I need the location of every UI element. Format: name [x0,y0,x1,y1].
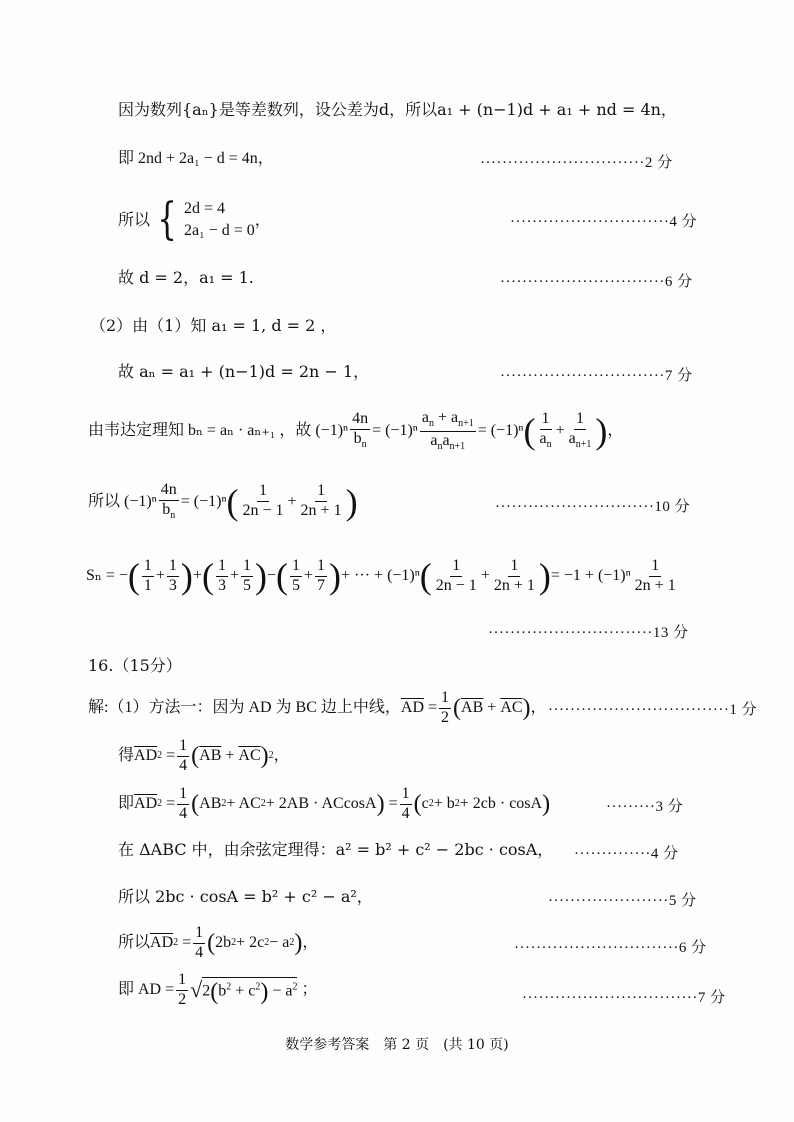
line-2: 即 2nd + 2a₁ − d = 4n， [118,150,274,167]
score-6b: ······························6 分 [514,940,707,956]
score-3: ·········3 分 [606,799,684,815]
line-15: 所以 2bc · cosA = b² + c² − a²， [118,887,373,906]
line-16: 所以 $\overline{AD}$ 2 = $\frac{1}{4}$ ( 2b 2 + 2c 2 − a 2 ) ， [118,924,319,961]
score-7: ······························7 分 [500,368,693,384]
sn-result: = −1 + (−1)ⁿ [550,567,631,585]
score-10: ·····························10 分 [495,499,691,515]
line-5: （2）由（1）知 a₁ = 1, d = 2 ， [90,316,337,335]
equation-system [184,201,255,239]
fraction-an-sum: $\frac{a_n + a_{n+1}}{a_na_{n+1}}$ [421,409,474,452]
score-4b: ··············4 分 [574,846,679,862]
line-11: 解:（1）方法一：因为 AD 为 BC 边上中线， $\overline{AD}$ = $\frac{1}{2}$ ( $\overline{AB}$ + $\overline{AC}$ ) ， [88,689,547,726]
question-16-title: 16.（15分） [88,656,182,675]
line-3-label: 所以 [118,210,151,229]
line-12-text: 得 [118,747,135,765]
equation-1: 2d = 4 [184,200,226,217]
brace: { [157,194,177,245]
equation-2: 2a₁ − d = 0 [184,222,255,239]
score-6: ······························6 分 [500,274,693,290]
score-13: ······························13 分 [488,625,689,641]
score-5: ······················5 分 [548,893,697,909]
line-16-text: 所以 [118,934,151,952]
score-1: ·································1 分 [548,702,758,718]
line-13: 即 $\overline{AD}$ 2 = $\frac{1}{4}$ ( AB 2 + AC 2 + 2AB · ACcosA ) = $\frac{1}{4}$ ( c 2 + b 2 + 2cb · cosA ) [118,785,551,822]
score-2: ······························2 分 [480,155,673,171]
comma: ， [254,210,271,229]
line-1: 因为数列{aₙ}是等差数列，设公差为d，所以a₁ + (n−1)d + a₁ + nd = 4n， [118,100,677,119]
line-8-text: 所以 (−1)ⁿ [88,492,157,510]
line-8-eq: = (−1)ⁿ [180,492,227,510]
line-7-comma: ， [607,422,624,440]
score-4: ·····························4 分 [510,214,698,230]
line-14: 在 ΔABC 中，由余弦定理得：a² = b² + c² − 2bc · cosA， [118,840,554,859]
page-footer: 数学参考答案 第 2 页 (共 10 页) [285,1037,509,1053]
fraction-4n-bn: $\frac{4n}{b_n}$ [352,410,369,451]
line-13-text: 即 [118,795,135,813]
sn-label: Sₙ = − [86,567,128,585]
line-7-eq2: = (−1)ⁿ [477,422,524,440]
line-8: 所以 (−1)ⁿ $\frac{4n}{b_n}$ = (−1)ⁿ ( $\frac{1}{2n - 1}$ + $\frac{1}{2n + 1}$ ) [88,481,358,522]
line-7-eq1: = (−1)ⁿ [372,422,418,440]
line-7-text: 由韦达定理知 bₙ = aₙ · aₙ₊₁ ，故 (−1)ⁿ [88,422,349,440]
line-9: Sₙ = − ( $\frac{1}{1}$ + $\frac{1}{3}$ ) + ( $\frac{1}{3}$ + $\frac{1}{5}$ ) − ( $\frac{1}{5}$ + $\frac{1}{7}$ ) + ··· + (−1)ⁿ ( $\frac{1}{2n - 1}$ + $\frac{1}{2n + 1}$ ) = −1 + (−1)ⁿ $\frac{1}{2n + 1}$ [86,556,676,597]
line-6: 故 aₙ = a₁ + (n−1)d = 2n − 1， [118,362,370,381]
score-7b: ································7 分 [522,990,726,1006]
line-17-text: 即 AD = [118,981,175,999]
line-12: 得 $\overline{AD}$ 2 = $\frac{1}{4}$ ( $\overline{AB}$ + $\overline{AC}$ ) 2 ， [118,737,290,774]
sn-ellipsis: + ··· + (−1)ⁿ [341,567,420,585]
line-7: 由韦达定理知 bₙ = aₙ · aₙ₊₁ ，故 (−1)ⁿ $\frac{4n}{b_n}$ = (−1)ⁿ $\frac{a_n + a_{n+1}}{a_na_{n+1}}$ = (−1)ⁿ ( $\frac{1}{a_n}$ + $\frac{1}{a_{n+1}}$ ) ， [88,409,624,452]
line-11-text: 解:（1）方法一：因为 AD 为 BC 边上中线， [88,699,401,717]
line-17: 即 AD = $\frac{1}{2}$ √ $2(b^2 + c^2) - a^2$ ； [118,971,318,1008]
line-3 [118,194,271,245]
line-4: 故 d = 2，a₁ = 1. [118,268,254,287]
